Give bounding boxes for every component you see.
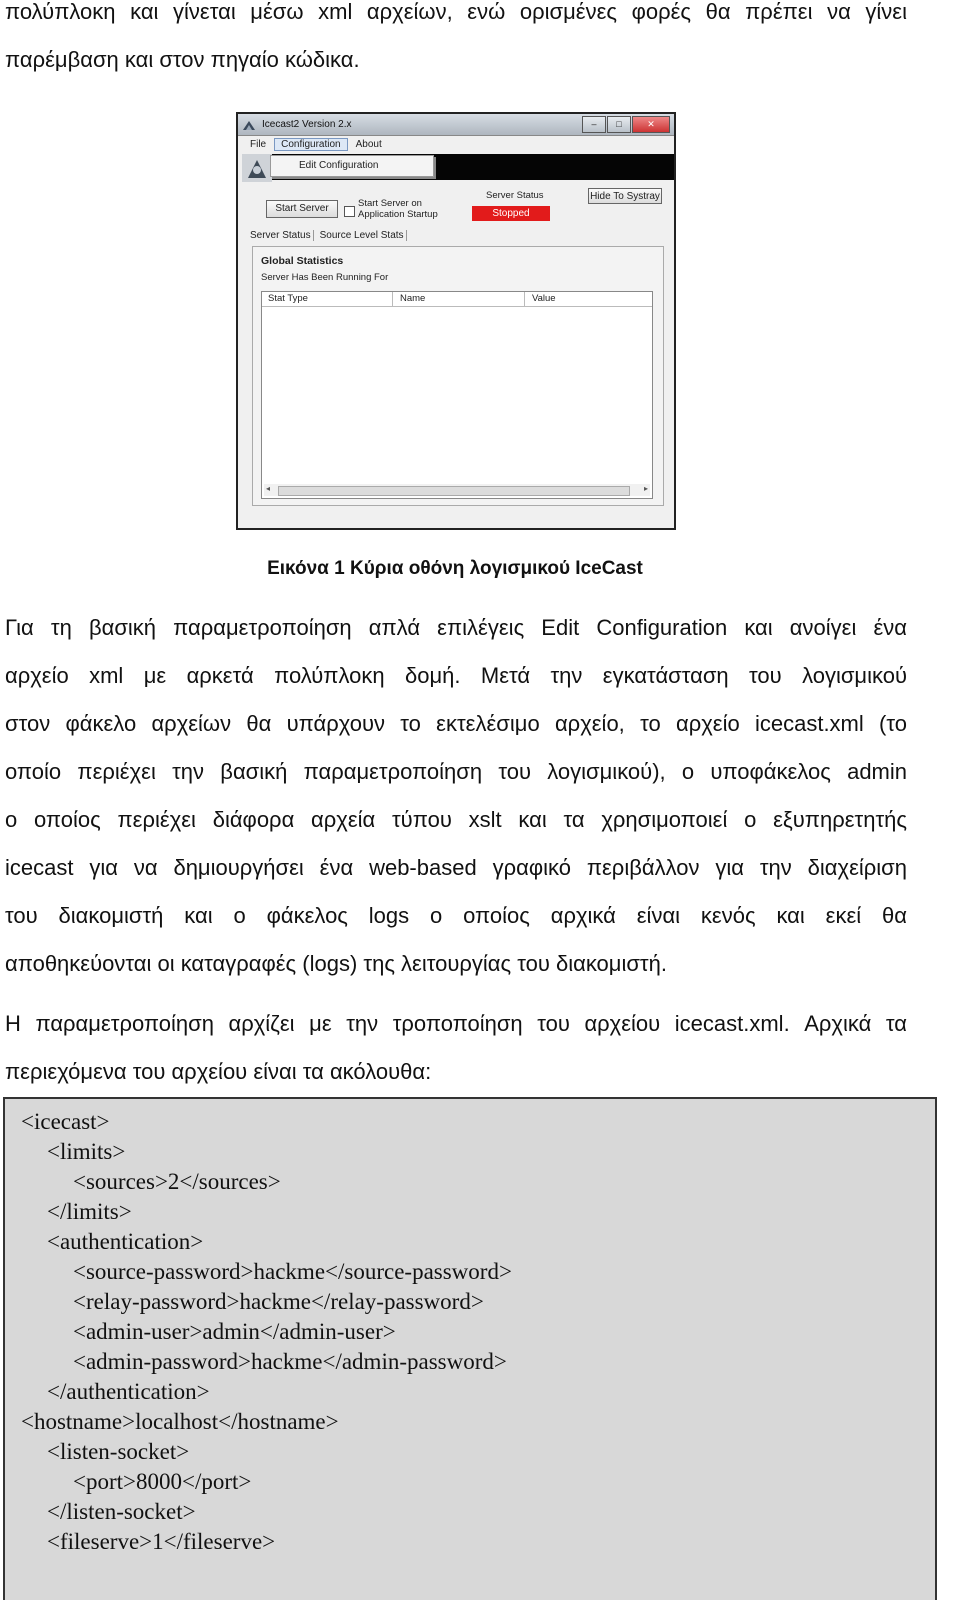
scroll-right-icon[interactable]: ▸ [643,484,648,493]
server-status-label: Server Status [486,190,544,201]
horizontal-scrollbar[interactable] [264,484,650,496]
paragraph-line: οποίο περιέχει την βασική παραμετροποίηση του λογισμικού), ο υποφάκελος admin [5,759,907,784]
code-line: <sources>2</sources> [73,1169,281,1194]
paragraph-line: στον φάκελο αρχείων θα υπάρχουν το εκτελέσιμο αρχείο, το αρχείο icecast.xml (το [5,711,907,736]
body-paragraph-2 [5,1000,907,1096]
tab-source-level-stats[interactable]: Source Level Stats [318,230,407,241]
start-on-startup-label: Start Server on Application Startup [358,198,438,220]
code-line: </authentication> [47,1379,210,1404]
menu-bar [238,136,674,152]
window-titlebar [238,114,674,136]
intro-paragraph [5,0,907,84]
code-line: <hostname>localhost</hostname> [21,1409,339,1434]
icecast-logo-icon [242,119,256,131]
code-line: <fileserve>1</fileserve> [47,1529,276,1554]
scroll-left-icon[interactable]: ◂ [266,484,271,493]
paragraph-line: αρχείο xml με αρκετά πολύπλοκη δομή. Μετά την εγκατάσταση του λογισμικού [5,663,907,688]
body-paragraph-1 [5,604,907,988]
code-line: <source-password>hackme</source-password> [73,1259,512,1284]
code-line: <limits> [47,1139,126,1164]
paragraph-line: αποθηκεύονται οι καταγραφές (logs) της λειτουργίας του διακομιστή. [5,951,667,976]
column-stat-type[interactable]: Stat Type [268,293,308,304]
paragraph-line: ο οποίος περιέχει διάφορα αρχεία τύπου xslt και τα χρησιμοποιεί ο εξυπηρετητής [5,807,907,832]
code-line: </listen-socket> [47,1499,196,1524]
code-line: <admin-password>hackme</admin-password> [73,1349,507,1374]
code-line: <port>8000</port> [73,1469,252,1494]
scroll-thumb[interactable] [278,486,630,496]
close-icon[interactable]: ✕ [632,116,670,133]
paragraph-line: Η παραμετροποίηση αρχίζει με την τροποποίηση του αρχείου icecast.xml. Αρχικά τα [5,1011,907,1036]
paragraph-line: icecast για να δημιουργήσει ένα web-based γραφικό περιβάλλον για την διαχείριση [5,855,907,880]
icecast-window-screenshot [236,112,676,530]
code-line: <listen-socket> [47,1439,190,1464]
xml-code-block [3,1097,937,1600]
intro-line: πολύπλοκη και γίνεται μέσω xml αρχείων, ενώ ορισμένες φορές θα πρέπει να γίνει [5,0,907,24]
tab-server-status[interactable]: Server Status [248,230,314,241]
menu-about[interactable]: About [355,138,382,150]
tab-bar [248,230,411,241]
running-for-label: Server Has Been Running For [261,272,389,283]
paragraph-line: του διακομιστή και ο φάκελος logs ο οποίος αρχικά είναι κενός και εκεί θα [5,903,907,928]
start-on-startup-checkbox[interactable] [344,206,355,217]
figure-caption: Εικόνα 1 Κύρια οθόνη λογισμικού IceCast [267,558,643,579]
intro-line: παρέμβαση και στον πηγαίο κώδικα. [5,47,360,72]
global-stats-heading: Global Statistics [261,255,344,267]
stats-list[interactable] [261,291,653,499]
stats-list-header [262,292,652,307]
paragraph-line: περιεχόμενα του αρχείου είναι τα ακόλουθα: [5,1059,432,1084]
minimize-icon[interactable]: – [582,116,606,133]
menu-item-edit-configuration[interactable]: Edit Configuration [270,155,434,177]
code-line: <relay-password>hackme</relay-password> [73,1289,484,1314]
code-line: <authentication> [47,1229,204,1254]
menu-file[interactable]: File [250,138,267,150]
column-value[interactable]: Value [532,293,556,304]
menu-configuration[interactable]: Configuration [274,138,347,151]
server-status-badge: Stopped [472,206,550,221]
code-line: <admin-user>admin</admin-user> [73,1319,396,1344]
column-name[interactable]: Name [400,293,426,304]
paragraph-line: Για τη βασική παραμετροποίηση απλά επιλέγεις Edit Configuration και ανοίγει ένα [5,615,907,640]
hide-to-systray-button[interactable]: Hide To Systray [588,188,662,204]
window-title: Icecast2 Version 2.x [262,119,352,130]
code-line: </limits> [47,1199,132,1224]
code-line: <icecast> [21,1109,110,1134]
icecast-logo-icon [242,154,272,182]
server-status-panel [252,246,664,506]
start-server-button[interactable]: Start Server [266,200,338,218]
maximize-icon[interactable]: □ [607,116,631,133]
